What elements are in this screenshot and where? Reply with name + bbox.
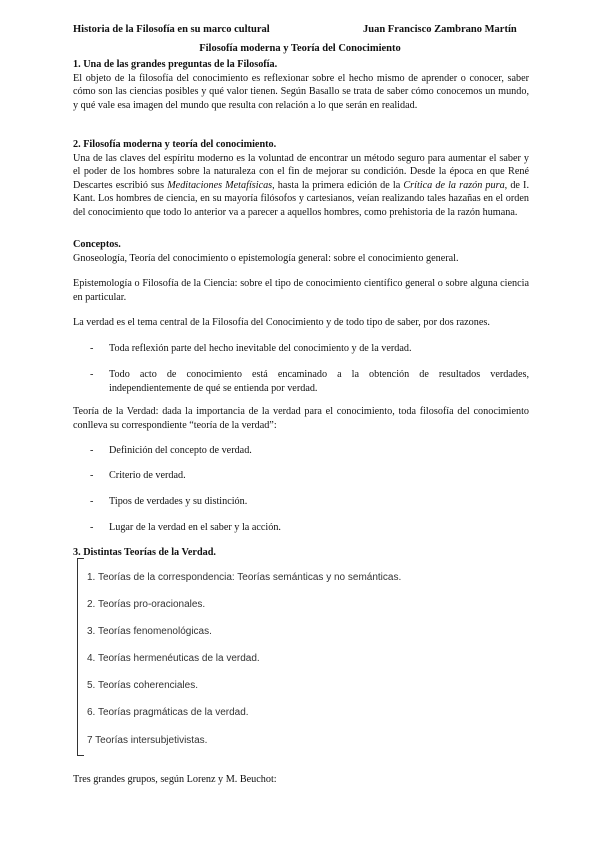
header-author: Juan Francisco Zambrano Martín — [363, 24, 517, 35]
section-2-body: Una de las claves del espíritu moderno es la voluntad de encontrar un método seguro para aumentar el saber y el poder de los hombres sobre la naturaleza con el fin de mejorar su condición. Desde la época en que René Descartes escribió sus Meditaciones Metafísicas, hasta la primera edición de la Crítica de la razón pura, de I. Kant. Los hombres de ciencia, en su mayoría filósofos y cartesianos, veían realizando tales hazañas en el orden del conocimiento que todo lo anterior va a parecer a aquellos hombres, como prehistoria de la razón humana. — [73, 152, 529, 218]
list-item: - Definición del concepto de verdad. — [90, 445, 252, 456]
list-item: - Lugar de la verdad en el saber y la acción. — [90, 522, 281, 533]
section-1-body: El objeto de la filosofía del conocimiento es reflexionar sobre el hecho mismo de aprender o conocer, saber cómo son las ciencias posibles y qué valor tienen. Según Basallo se trata de saber cómo conocemos un mundo, y qué vale esa imagen del mundo que resulta con relación a lo que serán en realidad. — [73, 72, 529, 111]
list-item: - Tipos de verdades y su distinción. — [90, 496, 248, 507]
theory-item: 2. Teorías pro-oracionales. — [87, 599, 206, 610]
section-1-heading: 1. Una de las grandes preguntas de la Filosofía. — [73, 59, 278, 70]
theory-item: 5. Teorías coherenciales. — [87, 680, 198, 691]
concepts-heading: Conceptos. — [73, 239, 121, 250]
section-1 — [73, 58, 529, 112]
page-title: Filosofía moderna y Teoría del Conocimiento — [199, 43, 401, 54]
theory-item: 4. Teorías hermenéuticas de la verdad. — [87, 653, 260, 664]
truth-intro: La verdad es el tema central de la Filosofía del Conocimiento y de todo tipo de saber, por dos razones. — [73, 317, 490, 328]
header-course-title: Historia de la Filosofía en su marco cultural — [73, 24, 270, 35]
list-item: - Toda reflexión parte del hecho inevitable del conocimiento y de la verdad. — [90, 343, 412, 354]
theory-item: 7 Teorías intersubjetivistas. — [87, 735, 208, 746]
section-2-heading: 2. Filosofía moderna y teoría del conocimiento. — [73, 139, 277, 150]
concept-epistemologia: Epistemología o Filosofía de la Ciencia: sobre el tipo de conocimiento científico general o sobre alguna ciencia en particular. — [73, 278, 529, 303]
theory-item: 6. Teorías pragmáticas de la verdad. — [87, 707, 249, 718]
section-2 — [73, 138, 529, 220]
theory-item: 1. Teorías de la correspondencia: Teorías semánticas y no semánticas. — [87, 572, 402, 583]
closing-line: Tres grandes grupos, según Lorenz y M. Beuchot: — [73, 774, 277, 785]
list-item: - Todo acto de conocimiento está encaminado a la obtención de resultados verdades, independientemente de qué se entienda por verdad. — [90, 369, 529, 394]
theories-bracket — [77, 558, 84, 756]
concepts-section — [73, 238, 529, 265]
concept-gnoseologia: Gnoseología, Teoría del conocimiento o epistemología general: sobre el conocimiento general. — [73, 252, 459, 264]
section-3-heading: 3. Distintas Teorías de la Verdad. — [73, 547, 216, 558]
truth-theory-intro: Teoría de la Verdad: dada la importancia de la verdad para el conocimiento, toda filosofía del conocimiento conlleva su correspondiente “teoría de la verdad”: — [73, 406, 529, 431]
list-item: - Criterio de verdad. — [90, 470, 186, 481]
book-title-critica: Crítica de la razón pura — [403, 179, 505, 191]
theory-item: 3. Teorías fenomenológicas. — [87, 626, 212, 637]
book-title-meditaciones: Meditaciones Metafísicas — [167, 179, 273, 191]
